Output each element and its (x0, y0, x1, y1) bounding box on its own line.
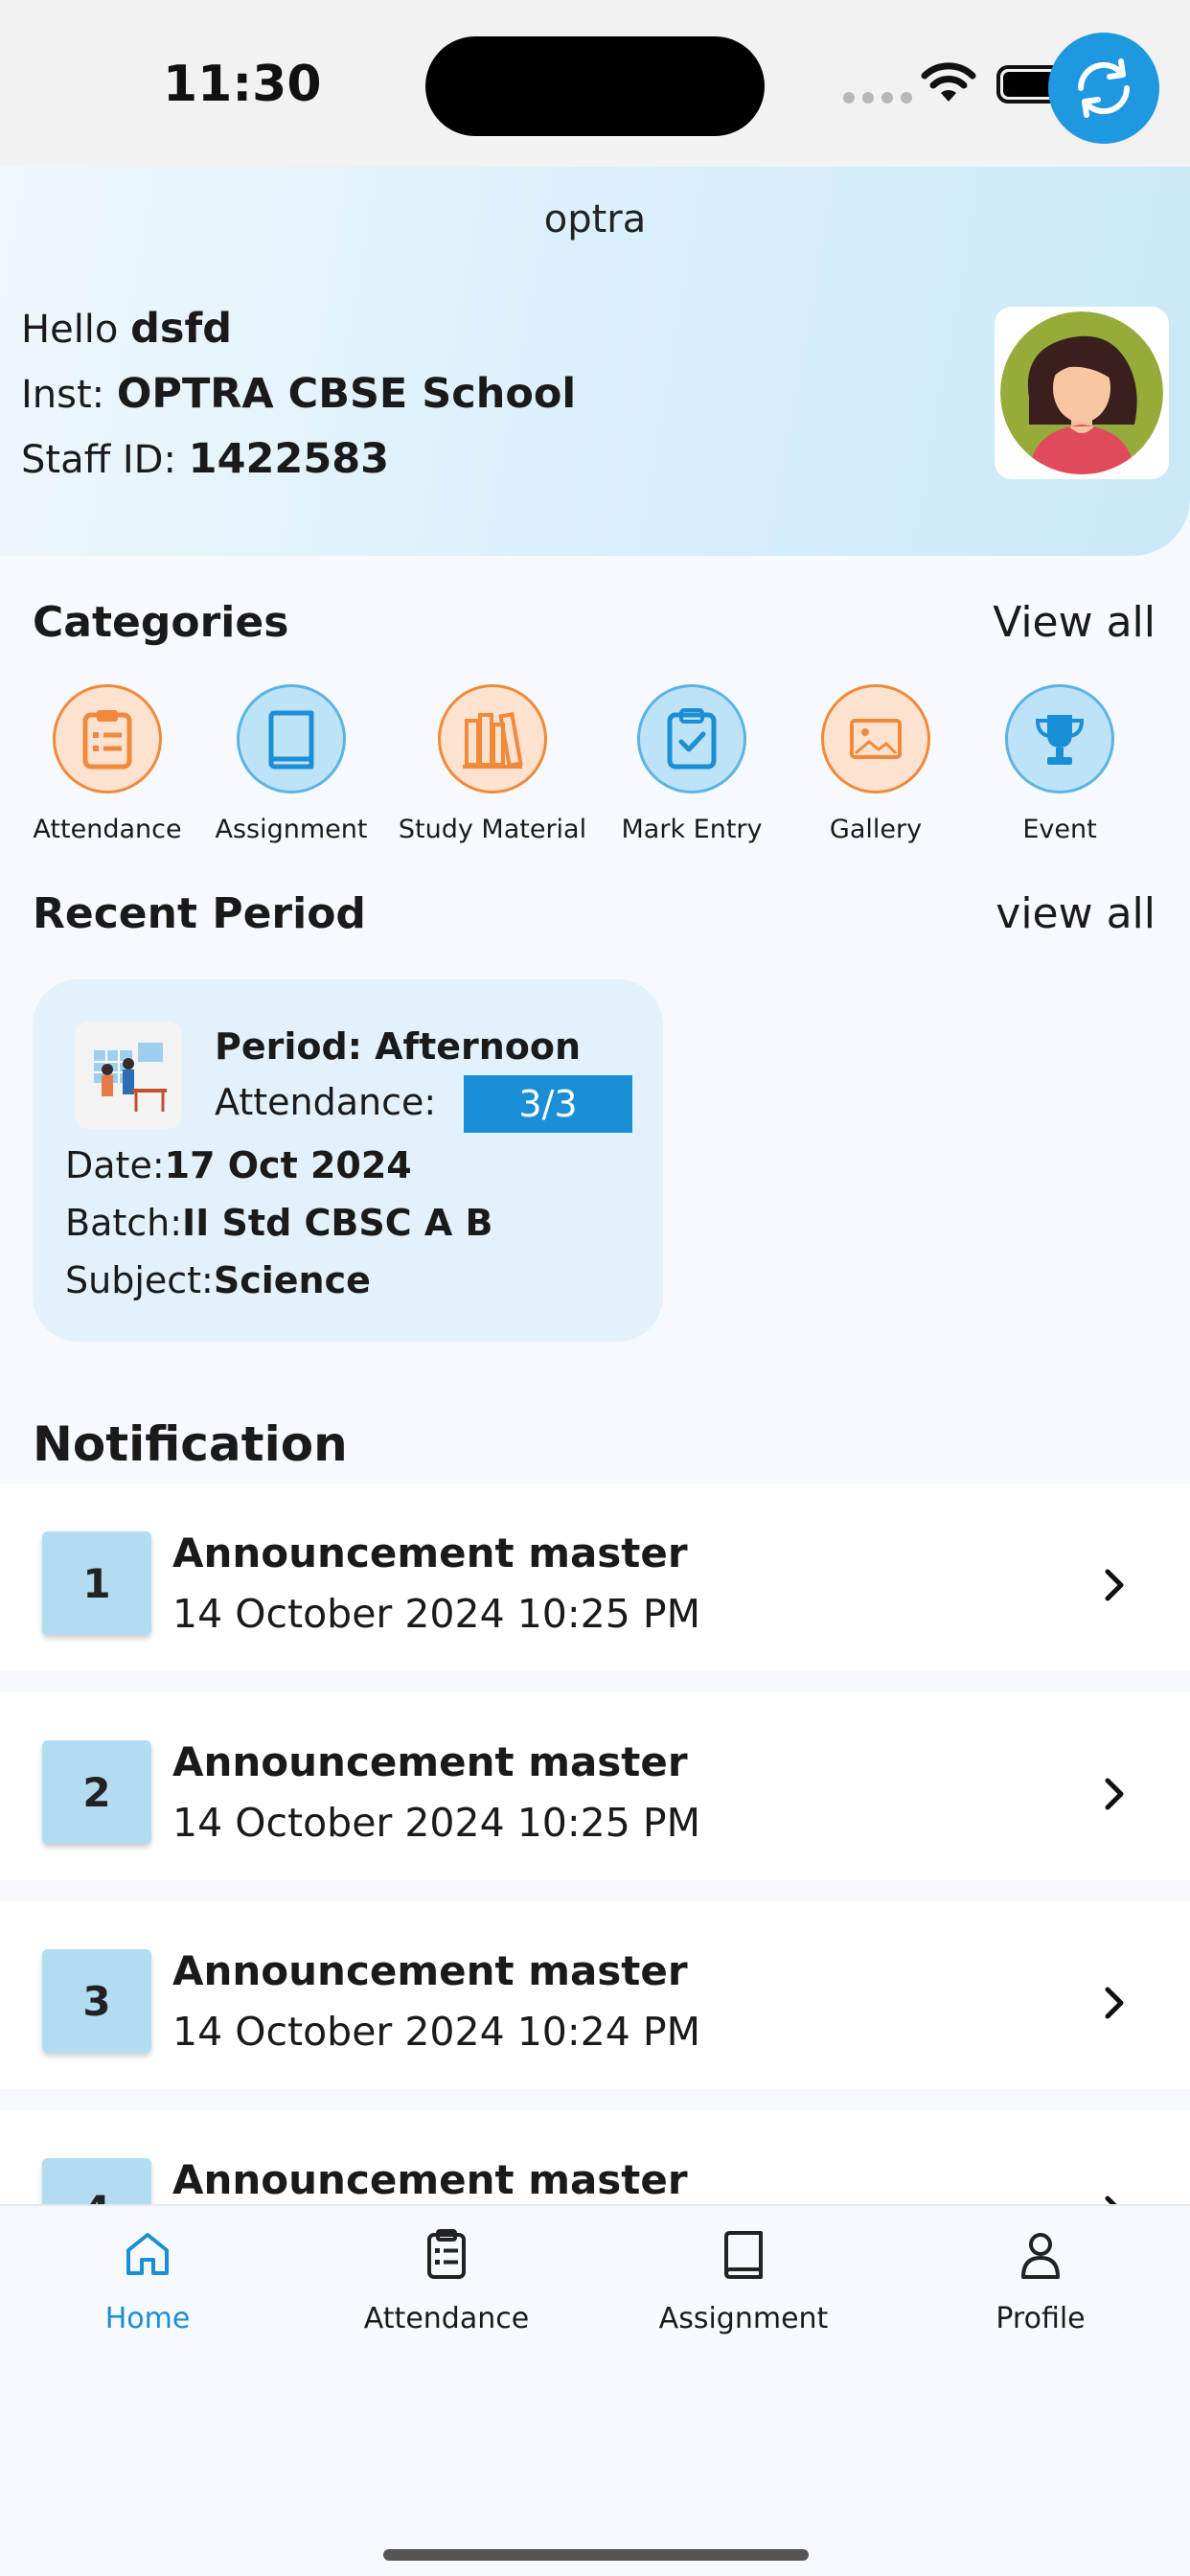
chevron-right-icon (1098, 1775, 1131, 1813)
attendance-label: Attendance: (215, 1081, 437, 1123)
period-card[interactable] (33, 979, 663, 1342)
wifi-icon (920, 59, 977, 104)
period-date: Date:17 Oct 2024 (65, 1144, 412, 1186)
user-icon (1014, 2227, 1067, 2281)
app-title: optra (543, 197, 647, 242)
status-time: 11:30 (163, 56, 322, 113)
book-icon (717, 2227, 770, 2281)
notification-title-text: Announcement master (172, 1947, 688, 1994)
notification-item[interactable] (0, 1692, 1190, 1880)
notification-item[interactable] (0, 1484, 1190, 1671)
category-label: Gallery (829, 815, 923, 844)
sync-button[interactable] (1048, 33, 1159, 144)
notification-number: 1 (42, 1531, 151, 1635)
staff-id-value: 1422583 (188, 435, 390, 483)
book-icon (258, 705, 325, 772)
notification-number: 2 (42, 1740, 151, 1844)
notification-title-text: Announcement master (172, 2156, 688, 2203)
notification-item[interactable] (0, 1901, 1190, 2089)
category-label: Attendance (33, 815, 182, 844)
refresh-icon (1067, 52, 1140, 125)
avatar-image (1000, 311, 1163, 474)
nav-profile[interactable] (916, 2227, 1165, 2335)
bottom-navigation (0, 2204, 1190, 2576)
period-name: Period: Afternoon (215, 1025, 582, 1068)
categories-title: Categories (33, 598, 289, 647)
home-icon (121, 2227, 174, 2281)
notification-list (0, 1484, 1190, 2204)
staff-id: Staff ID: 1422583 (21, 435, 390, 483)
nav-label: Home (104, 2302, 191, 2335)
category-event[interactable] (964, 684, 1156, 844)
chevron-right-icon (1098, 1984, 1131, 2022)
category-attendance[interactable] (11, 684, 203, 844)
status-bar (0, 0, 1190, 167)
notification-number: 3 (42, 1949, 151, 2053)
period-batch: Batch:II Std CBSC A B (65, 1202, 493, 1244)
categories-view-all-link[interactable]: View all (993, 598, 1156, 647)
nav-assignment[interactable] (619, 2227, 868, 2335)
profile-header (0, 167, 1190, 556)
trophy-icon (1026, 705, 1093, 772)
nav-label: Assignment (658, 2302, 829, 2335)
recent-period-view-all-link[interactable]: view all (995, 889, 1156, 938)
dynamic-island (425, 36, 765, 136)
clipboard-list-icon (420, 2227, 473, 2281)
category-label: Assignment (215, 815, 368, 844)
notification-datetime: 14 October 2024 10:25 PM (172, 1591, 700, 1637)
home-indicator (383, 2549, 809, 2561)
institution-name: OPTRA CBSE School (116, 370, 577, 418)
period-thumbnail (75, 1022, 182, 1129)
attendance-badge: 3/3 (464, 1075, 632, 1133)
signal-icon (843, 92, 912, 104)
classroom-illustration-icon (75, 1022, 182, 1129)
clipboard-check-icon (658, 705, 725, 772)
recent-period-title: Recent Period (33, 889, 366, 938)
category-mark-entry[interactable] (596, 684, 788, 844)
notification-title: Notification (33, 1416, 348, 1472)
category-label: Study Material (398, 815, 587, 844)
user-name: dsfd (130, 305, 232, 353)
category-label: Event (1022, 815, 1097, 844)
period-subject: Subject:Science (65, 1259, 371, 1301)
notification-title-text: Announcement master (172, 1530, 688, 1576)
nav-label: Profile (995, 2302, 1086, 2335)
category-study-material[interactable] (397, 684, 588, 844)
greeting: Hello dsfd (21, 305, 232, 353)
category-assignment[interactable] (195, 684, 387, 844)
nav-home[interactable] (23, 2227, 272, 2335)
category-gallery[interactable] (780, 684, 972, 844)
notification-title-text: Announcement master (172, 1738, 688, 1785)
notification-datetime: 14 October 2024 10:25 PM (172, 1800, 700, 1846)
notification-datetime: 14 October 2024 10:24 PM (172, 2009, 700, 2055)
avatar[interactable] (995, 307, 1169, 479)
clipboard-list-icon (74, 705, 141, 772)
chevron-right-icon (1098, 1566, 1131, 1604)
category-label: Mark Entry (621, 815, 763, 844)
books-icon (459, 705, 526, 772)
image-icon (842, 705, 909, 772)
nav-attendance[interactable] (322, 2227, 571, 2335)
institution: Inst: OPTRA CBSE School (21, 370, 577, 418)
nav-label: Attendance (363, 2302, 530, 2335)
